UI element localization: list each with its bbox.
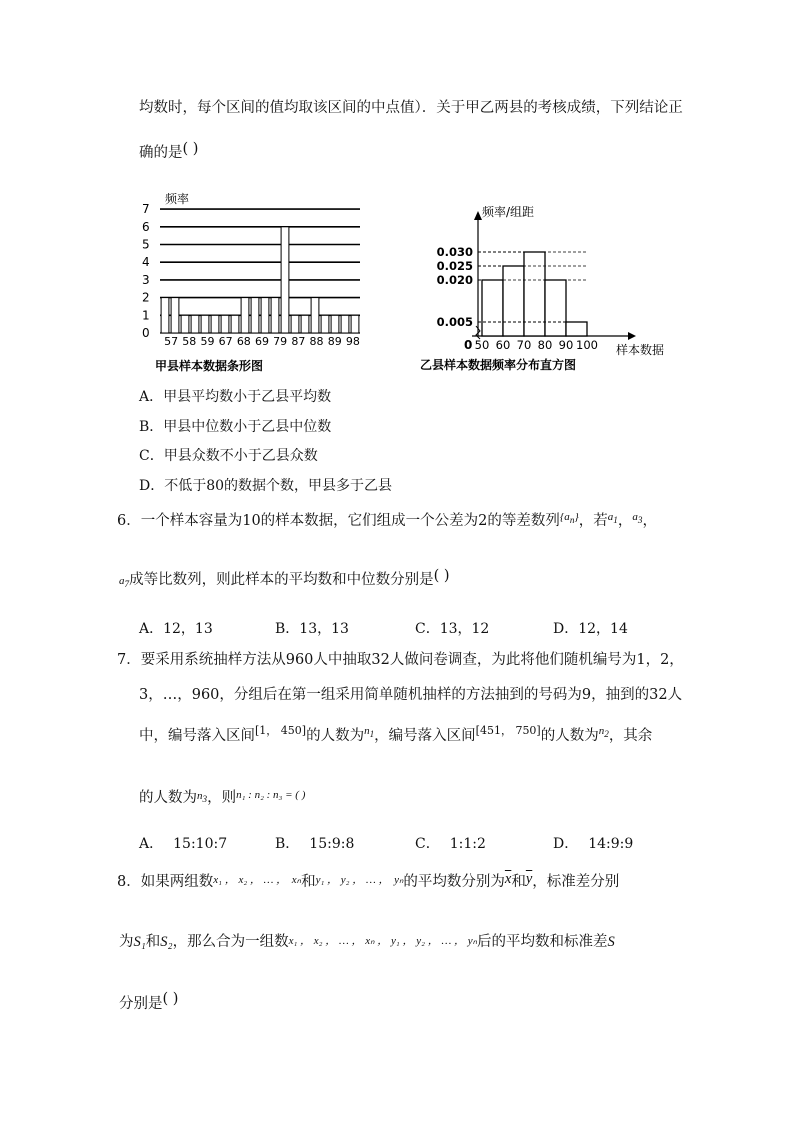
chart2-xtick: 50 [474, 338, 490, 352]
chart2-xtick: 60 [495, 338, 511, 352]
q6-answer-paren: ( ) [433, 568, 450, 584]
chart2-ytick: 0.005 [436, 315, 473, 329]
q8-answer-paren: ( ) [162, 991, 179, 1007]
q6-option-c[interactable]: C．13，12 [415, 621, 490, 637]
q8-text-a: 8．如果两组数 [117, 874, 214, 890]
q6-option-b[interactable]: B．13，13 [275, 621, 349, 637]
q8-y-seq: y₁ ， y₂ ， … ， [315, 874, 390, 886]
q6-comma1: ， [617, 513, 633, 529]
q8-text-d: 为 [119, 934, 134, 950]
jia-county-bar-chart [135, 188, 375, 378]
q5-stem-end: 确的是 [139, 145, 183, 161]
chart1-bar [261, 298, 269, 333]
chart1-bar [311, 298, 319, 333]
chart2-x-arrow [628, 332, 636, 340]
chart1-ytick: 0 [142, 326, 150, 340]
q6-a7: $a_7$ [119, 575, 130, 590]
chart2-xtick: 80 [537, 338, 553, 352]
q8-text-f: 后的平均数和标准差 [477, 934, 608, 950]
chart2-bar [482, 280, 503, 336]
q8-ybar: $\overline{y}$ [525, 871, 533, 887]
q8-line2 [119, 932, 615, 953]
q5-option-b[interactable]: B．甲县中位数小于乙县中位数 [139, 419, 332, 435]
q7-option-a[interactable]: A． 15:10:7 [139, 836, 228, 852]
chart1-xtick: 67 [218, 335, 233, 348]
q8-text-c: ，标准差分别 [532, 874, 620, 890]
chart2-ytick: 0.020 [436, 273, 473, 287]
chart1-bar [221, 315, 229, 333]
chart1-ytick: 1 [142, 308, 150, 323]
q5-option-a[interactable]: A．甲县平均数小于乙县平均数 [139, 389, 332, 405]
q6-stem: 6．一个样本容量为10的样本数据，它们组成一个公差为2的等差数列 [117, 513, 560, 529]
chart2-ylabel: 频率/组距 [482, 205, 535, 219]
chart1-xtick: 69 [255, 335, 269, 348]
chart2-origin: 0 [464, 338, 473, 352]
chart1-title: 甲县样本数据条形图 [155, 359, 264, 373]
chart1-bar [331, 315, 339, 333]
chart1-ytick: 5 [142, 237, 150, 252]
q7-line4 [139, 788, 305, 812]
q7-option-c[interactable]: C． 1:1:2 [415, 836, 486, 852]
chart1-bar [201, 315, 209, 333]
chart2-ytick: 0.025 [436, 259, 473, 273]
chart2-xtick: 100 [576, 338, 598, 352]
q7-option-b[interactable]: B． 15:9:8 [275, 836, 355, 852]
chart1-bar [291, 315, 299, 333]
chart1-ytick: 6 [142, 219, 150, 234]
q7-interval-2: [451， 750] [475, 724, 541, 737]
chart1-bar [321, 315, 329, 333]
q8-he2: 和 [511, 874, 526, 890]
q6-ruo: ，若 [578, 513, 608, 529]
chart1-xtick: 59 [200, 335, 215, 348]
q5-answer-paren: ( ) [182, 141, 199, 157]
q8-xn: xₙ [291, 874, 302, 886]
chart2-bar [503, 266, 524, 336]
chart1-ytick: 4 [142, 255, 150, 270]
q6-option-d[interactable]: D．12，14 [553, 621, 628, 637]
q6-comma2: ， [642, 513, 657, 529]
q5-line1: 均数时，每个区间的值均取该区间的中点值）．关于甲乙两县的考核成绩，下列结论正 [139, 100, 683, 116]
chart1-xtick: 79 [273, 335, 288, 348]
chart2-xtick: 90 [558, 338, 574, 352]
chart1-bar [351, 315, 359, 333]
chart2-bar [545, 280, 566, 336]
q5-line2 [139, 143, 198, 163]
chart1-bar [171, 298, 179, 333]
q6-a1: a1 [607, 511, 618, 526]
q7-text-b: 的人数为 [306, 728, 365, 744]
q7-n3: n3 [197, 790, 208, 805]
chart1-bar [301, 315, 309, 333]
q7-text-a: 中，编号落入区间 [139, 728, 255, 744]
q8-yn: yₙ [394, 874, 404, 886]
chart1-bar [281, 227, 289, 333]
chart1-ylabel: 频率 [165, 192, 190, 206]
chart2-bar [566, 322, 587, 336]
yi-county-histogram [420, 198, 680, 378]
q7-line3 [139, 726, 652, 750]
q8-xbar: $\overline{x}$ [504, 871, 512, 887]
chart1-bar [241, 298, 249, 333]
q6-line2 [119, 570, 450, 594]
chart1-xtick: 88 [309, 335, 324, 348]
q5-option-d[interactable]: D．不低于80的数据个数，甲县多于乙县 [139, 478, 393, 494]
chart1-bar [181, 315, 189, 333]
q7-line1: 7．要采用系统抽样方法从960人中抽取32人做问卷调查，为此将他们随机编号为1，2， [117, 652, 684, 668]
chart1-bar [161, 298, 169, 333]
chart1-xtick: 98 [345, 335, 360, 348]
chart1-ytick: 3 [142, 272, 150, 287]
chart1-ytick: 7 [142, 202, 150, 217]
q8-xy-seq: x₁ ， x₂ ， … ， xₙ ， y₁ ， y₂ ， … ， yₙ [288, 935, 478, 947]
q7-ratio: n₁ : n₂ : n₃ = ( ) [236, 789, 306, 801]
q7-option-d[interactable]: D． 14:9:9 [553, 836, 634, 852]
q8-text-b: 的平均数分别为 [403, 874, 505, 890]
q8-line3 [119, 991, 179, 1014]
chart2-xlabel: 样本数据 [616, 343, 665, 357]
chart2-bar [524, 252, 545, 336]
chart1-bar [271, 298, 279, 333]
q7-interval-1: [1， 450] [255, 724, 307, 737]
chart1-ytick: 2 [142, 290, 150, 305]
q6-a3: a3 [632, 511, 643, 526]
q7-n2: n2 [598, 725, 609, 740]
q7-text-c: ，编号落入区间 [374, 728, 476, 744]
q8-stem-end: 分别是 [119, 996, 163, 1012]
q7-text-d: 的人数为 [540, 728, 599, 744]
q6-sequence: {an} [559, 511, 579, 526]
q6-stem-end: 成等比数列，则此样本的平均数和中位数分别是 [129, 572, 434, 588]
q8-s2: S₂ [160, 934, 173, 950]
q6-line1 [117, 511, 657, 535]
q7-text-g: ，则 [207, 790, 237, 806]
chart2-title: 乙县样本数据频率分布直方图 [420, 358, 577, 372]
q8-text-e: ，那么合为一组数 [172, 934, 289, 950]
q7-n1: n1 [364, 725, 375, 740]
chart2-xtick: 70 [516, 338, 532, 352]
q8-x-seq: x₁ ， x₂ ， … ， [213, 874, 288, 886]
q7-text-f: 的人数为 [139, 790, 197, 806]
chart1-xtick: 68 [236, 335, 251, 348]
q7-line2: 3，…，960，分组后在第一组采用简单随机抽样的方法抽到的号码为9，抽到的32人 [139, 687, 683, 703]
q8-line1 [117, 872, 619, 893]
chart1-xtick: 89 [327, 335, 342, 348]
chart1-xtick: 57 [164, 335, 179, 348]
chart1-xtick: 87 [291, 335, 306, 348]
q6-option-a[interactable]: A．12，13 [139, 621, 213, 637]
chart1-bar [231, 315, 239, 333]
chart1-bar [251, 298, 259, 333]
chart2-ytick: 0.030 [436, 245, 473, 259]
chart1-bar [341, 315, 349, 333]
chart1-bar [211, 315, 219, 333]
q8-s1: S₁ [133, 934, 146, 950]
q5-option-c[interactable]: C．甲县众数不小于乙县众数 [139, 448, 318, 464]
q8-he: 和 [301, 874, 316, 890]
chart1-xtick: 58 [182, 335, 197, 348]
q8-s: S [607, 934, 615, 950]
chart1-bar [191, 315, 199, 333]
chart2-y-arrow [474, 211, 482, 220]
q7-text-e: ，其余 [608, 728, 653, 744]
q8-he3: 和 [145, 934, 161, 950]
